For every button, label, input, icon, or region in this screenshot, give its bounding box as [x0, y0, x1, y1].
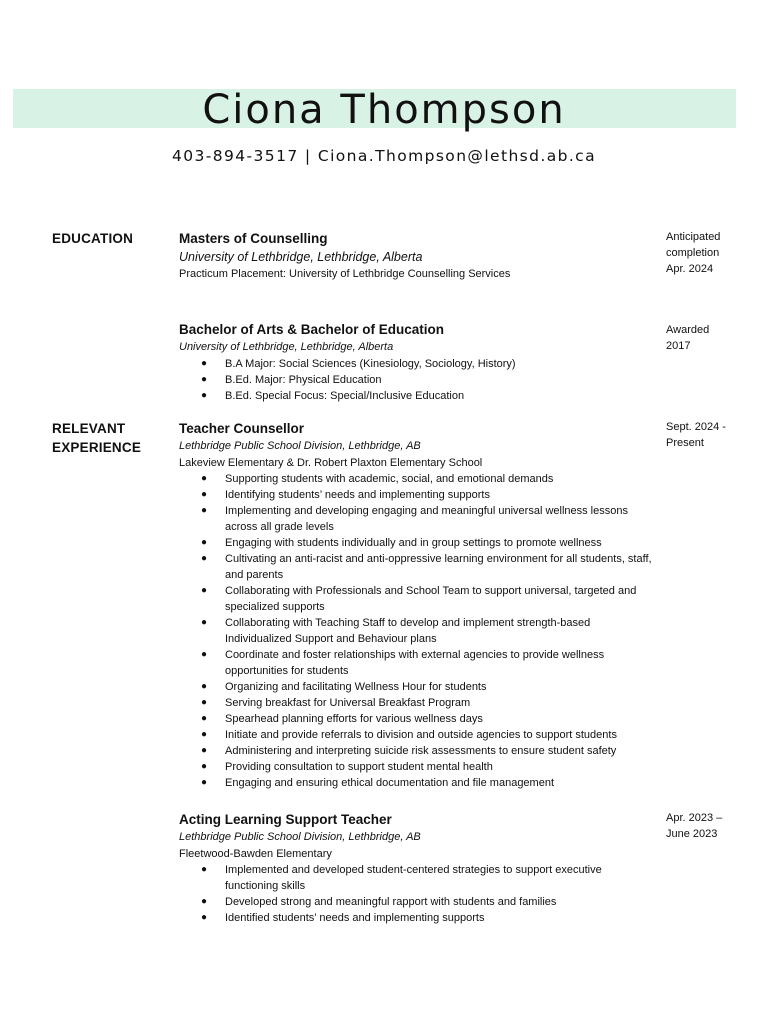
list-item — [179, 711, 655, 727]
entry-bullet-list — [179, 356, 659, 404]
entry-organization: Lethbridge Public School Division, Lethbridge, AB — [179, 831, 421, 843]
list-item — [179, 388, 655, 404]
bullet-icon: ● — [201, 729, 208, 740]
list-item — [179, 775, 655, 791]
date-line: Sept. 2024 - — [666, 421, 726, 433]
bullet-icon: ● — [201, 373, 208, 385]
entry-date-masters — [666, 229, 746, 277]
list-item — [179, 551, 655, 583]
section-label-experience-line2: EXPERIENCE — [52, 440, 142, 455]
bullet-icon: ● — [201, 912, 208, 923]
entry-date-teacher-counsellor — [666, 419, 746, 451]
entry-title: Teacher Counsellor — [179, 421, 305, 436]
section-label-education: EDUCATION — [52, 231, 134, 246]
list-item-text: Identified students’ needs and implementing supports — [225, 912, 485, 924]
date-line: Apr. 2023 – — [666, 812, 723, 824]
entry-bullet-list — [179, 862, 659, 926]
entry-title: Acting Learning Support Teacher — [179, 812, 392, 827]
list-item-text: Serving breakfast for Universal Breakfast Program — [225, 697, 471, 709]
entry-title: Masters of Counselling — [179, 231, 328, 246]
list-item-text: Administering and interpreting suicide risk assessments to ensure student safety — [225, 745, 617, 757]
list-item — [179, 535, 655, 551]
bullet-icon: ● — [201, 617, 208, 628]
list-item-text: B.Ed. Major: Physical Education — [225, 373, 382, 386]
list-item-text: Collaborating with Professionals and School Team to support universal, targeted and specialized supports — [225, 585, 637, 613]
entry-location: Lakeview Elementary & Dr. Robert Plaxton Elementary School — [179, 456, 483, 469]
list-item — [179, 615, 655, 647]
list-item-text: Organizing and facilitating Wellness Hour for students — [225, 681, 487, 693]
bullet-icon: ● — [201, 745, 208, 756]
list-item-text: Coordinate and foster relationships with external agencies to provide wellness opportunities for students — [225, 649, 605, 677]
list-item — [179, 862, 655, 894]
list-item — [179, 583, 655, 615]
list-item — [179, 743, 655, 759]
bullet-icon: ● — [201, 505, 208, 516]
entry-organization: University of Lethbridge, Lethbridge, Alberta — [179, 341, 394, 353]
entry-organization: University of Lethbridge, Lethbridge, Alberta — [179, 250, 423, 264]
entry-date-learning-support — [666, 810, 746, 842]
list-item-text: Implementing and developing engaging and meaningful universal wellness lessons across all grade levels — [225, 505, 628, 533]
bullet-icon: ● — [201, 473, 208, 484]
date-line: June 2023 — [666, 828, 718, 840]
bullet-icon: ● — [201, 389, 208, 401]
bullet-icon: ● — [201, 681, 208, 692]
entry-bullet-list — [179, 471, 659, 791]
entry-detail: Practicum Placement: University of Lethbridge Counselling Services — [179, 268, 511, 280]
list-item-text: B.A Major: Social Sciences (Kinesiology, Sociology, History) — [225, 357, 516, 370]
education-entry-bachelor — [179, 320, 659, 404]
bullet-icon: ● — [201, 537, 208, 548]
experience-entry-teacher-counsellor — [179, 419, 659, 791]
bullet-icon: ● — [201, 489, 208, 500]
list-item-text: Providing consultation to support student mental health — [225, 761, 493, 773]
entry-organization: Lethbridge Public School Division, Lethbridge, AB — [179, 440, 421, 452]
date-line: 2017 — [666, 340, 691, 352]
list-item-text: Developed strong and meaningful rapport with students and families — [225, 896, 557, 908]
contact-info: 403-894-3517 | Ciona.Thompson@lethsd.ab.ca — [171, 147, 596, 165]
list-item — [179, 503, 655, 535]
list-item — [179, 910, 655, 926]
date-line: Apr. 2024 — [666, 263, 714, 275]
date-line: Anticipated — [666, 231, 721, 243]
bullet-icon: ● — [201, 761, 208, 772]
entry-location: Fleetwood-Bawden Elementary — [179, 847, 332, 860]
date-line: completion — [666, 247, 720, 259]
list-item — [179, 471, 655, 487]
list-item — [179, 647, 655, 679]
list-item-text: Engaging and ensuring ethical documentation and file management — [225, 777, 555, 789]
bullet-icon: ● — [201, 553, 208, 564]
entry-date-bachelor — [666, 322, 746, 354]
list-item — [179, 894, 655, 910]
date-line: Awarded — [666, 324, 710, 336]
list-item — [179, 356, 655, 372]
list-item-text: B.Ed. Special Focus: Special/Inclusive Education — [225, 389, 465, 402]
bullet-icon: ● — [201, 357, 208, 369]
entry-title: Bachelor of Arts & Bachelor of Education — [179, 322, 445, 337]
list-item-text: Supporting students with academic, social, and emotional demands — [225, 473, 554, 485]
list-item-text: Initiate and provide referrals to division and outside agencies to support students — [225, 729, 617, 741]
bullet-icon: ● — [201, 585, 208, 596]
list-item — [179, 695, 655, 711]
list-item-text: Cultivating an anti-racist and anti-oppressive learning environment for all students, staff, and parents — [225, 553, 652, 581]
list-item-text: Spearhead planning efforts for various wellness days — [225, 713, 483, 725]
list-item — [179, 372, 655, 388]
date-line: Present — [666, 437, 704, 449]
section-label-experience-line1: RELEVANT — [52, 421, 126, 436]
bullet-icon: ● — [201, 864, 208, 875]
bullet-icon: ● — [201, 896, 208, 907]
list-item-text: Engaging with students individually and in group settings to promote wellness — [225, 537, 602, 549]
experience-entry-learning-support — [179, 810, 659, 926]
list-item-text: Identifying students’ needs and implementing supports — [225, 489, 490, 501]
bullet-icon: ● — [201, 777, 208, 788]
list-item — [179, 679, 655, 695]
list-item — [179, 727, 655, 743]
bullet-icon: ● — [201, 697, 208, 708]
list-item-text: Collaborating with Teaching Staff to develop and implement strength-based Individualized Support and Behaviour plans — [225, 617, 591, 645]
section-label-experience — [52, 419, 141, 457]
candidate-name: Ciona Thompson — [202, 87, 566, 133]
education-entry-masters — [179, 229, 659, 283]
bullet-icon: ● — [201, 649, 208, 660]
list-item-text: Implemented and developed student-centered strategies to support executive functioning skills — [225, 864, 602, 892]
list-item — [179, 759, 655, 775]
bullet-icon: ● — [201, 713, 208, 724]
list-item — [179, 487, 655, 503]
